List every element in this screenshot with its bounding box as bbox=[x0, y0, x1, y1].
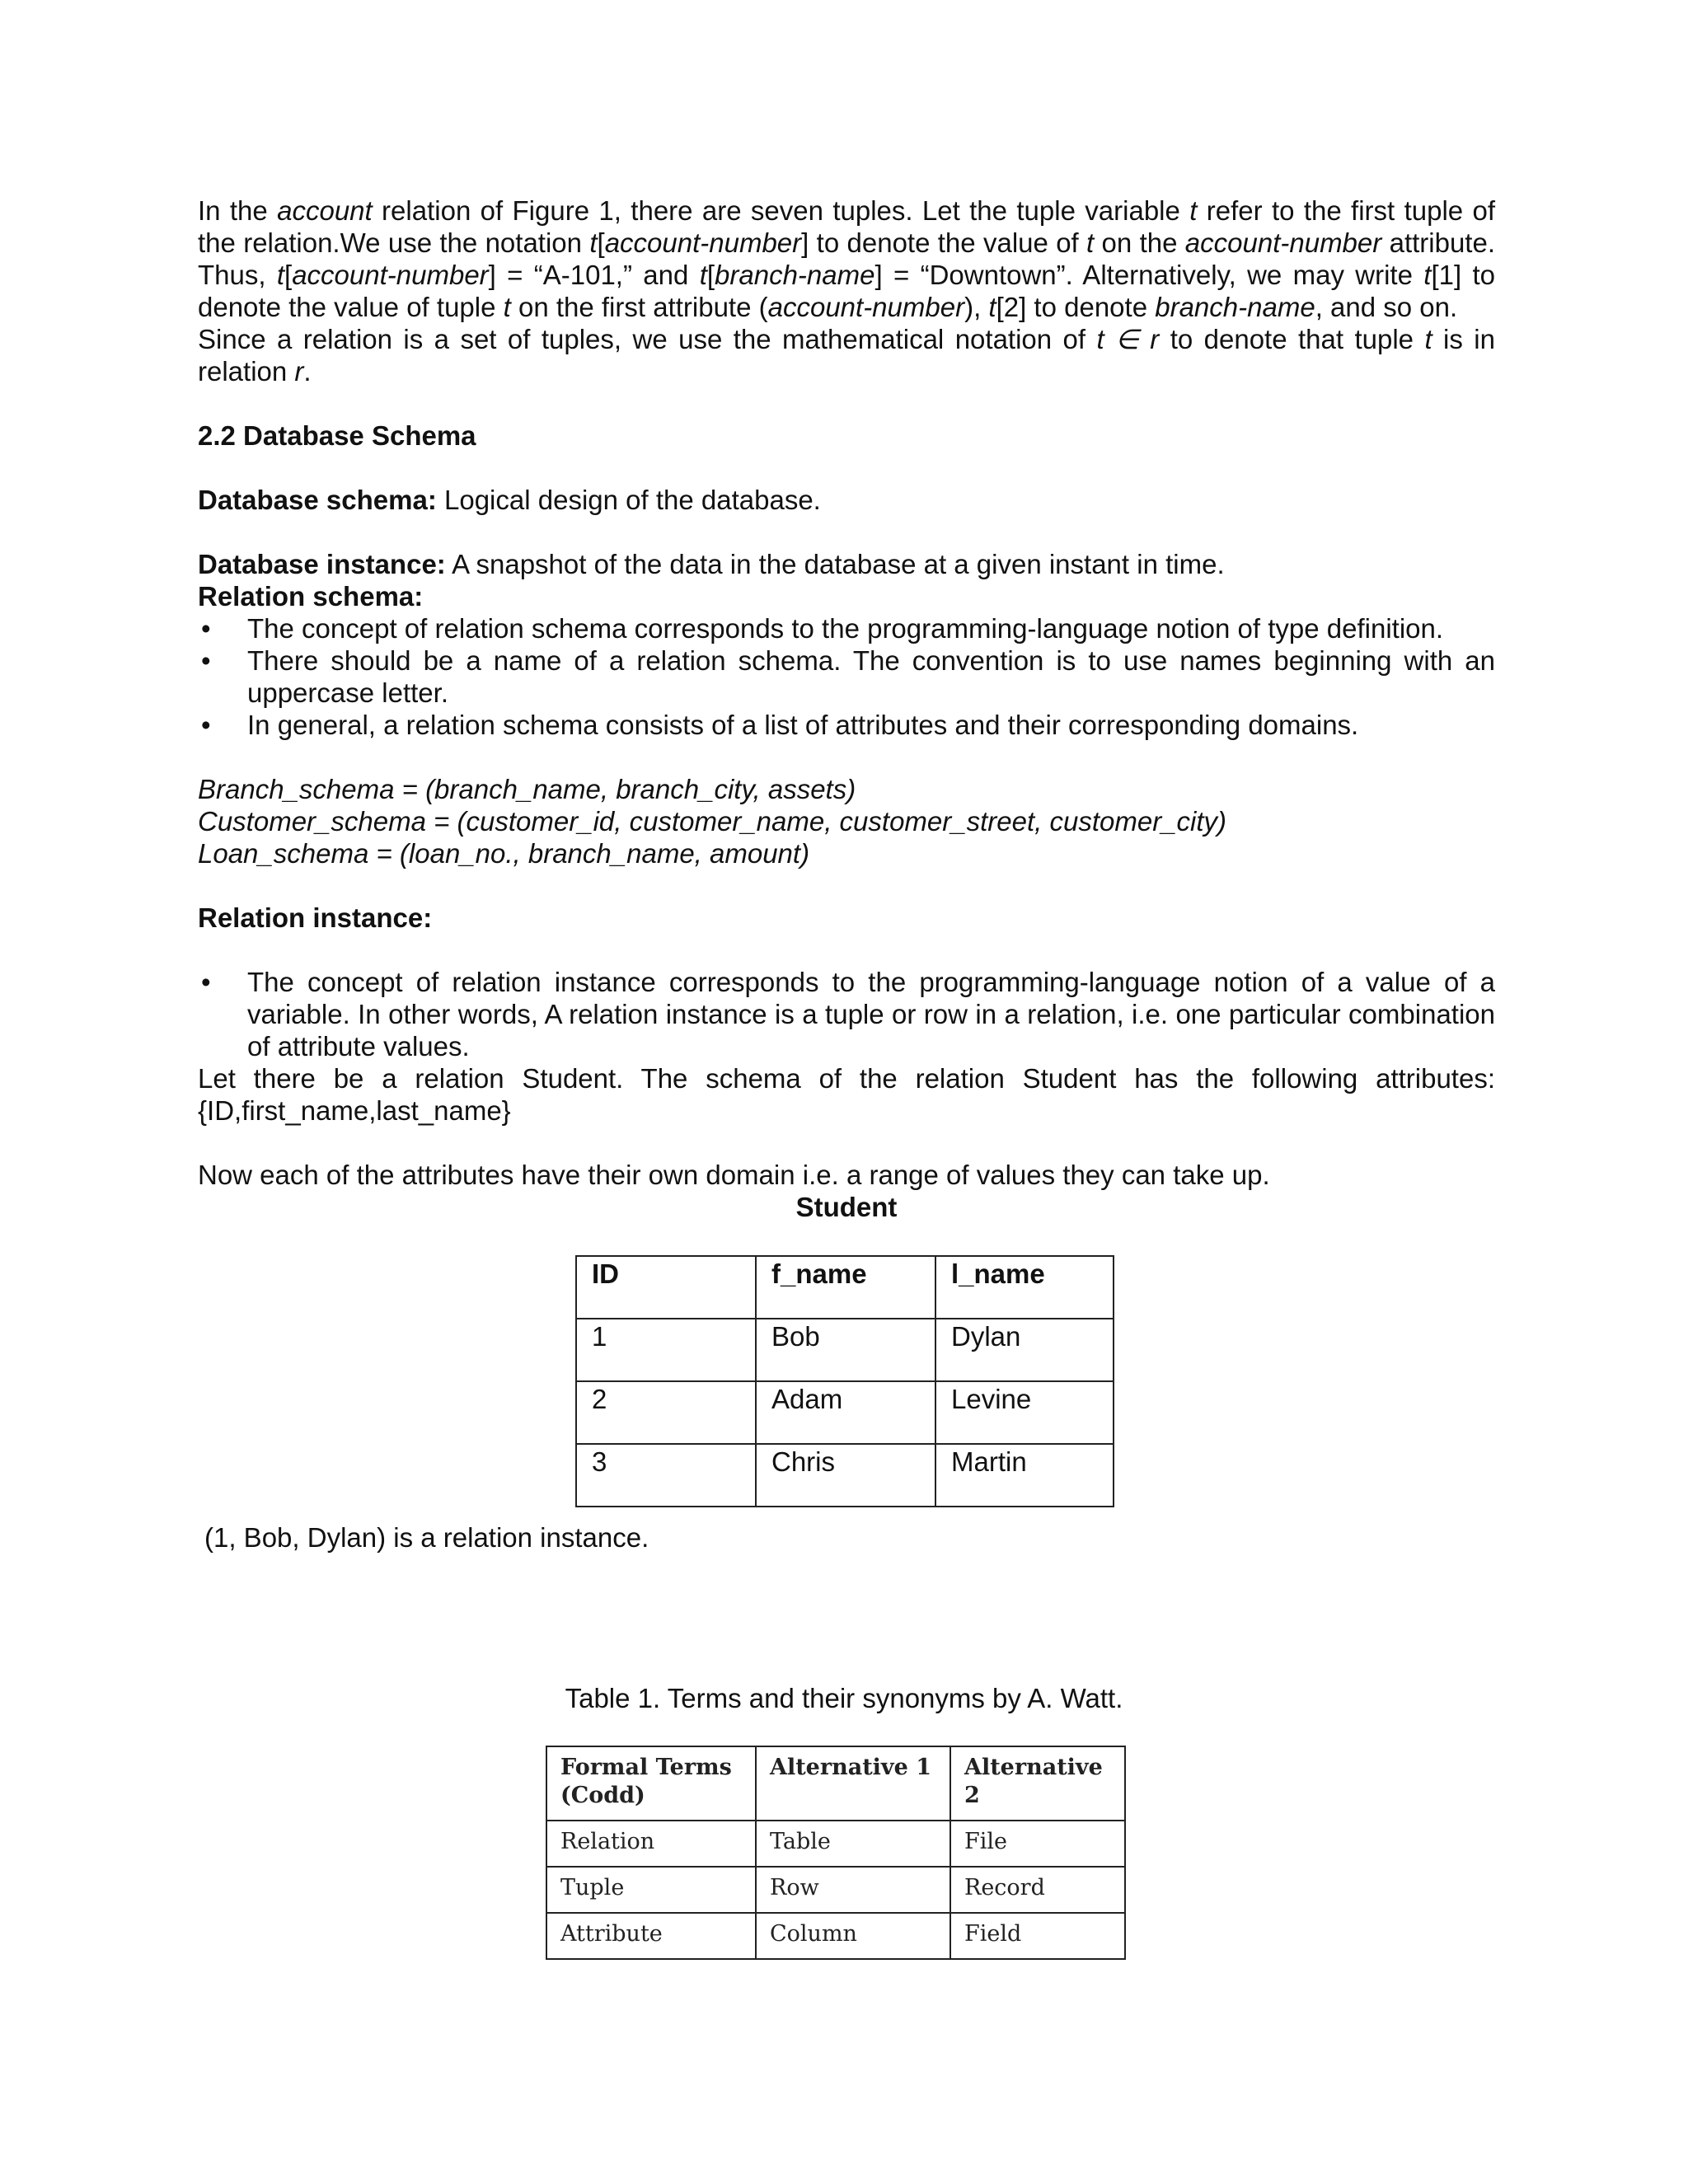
bullet-icon: • bbox=[201, 710, 211, 740]
loan-schema-line: Loan_schema = (loan_no., branch_name, amount) bbox=[198, 838, 810, 869]
header-cell-id: ID bbox=[576, 1256, 756, 1319]
table-cell: Record bbox=[950, 1867, 1125, 1913]
table-row bbox=[546, 1913, 1125, 1959]
db-instance-definition: Database instance: A snapshot of the data in the database at a given instant in time. bbox=[198, 549, 1225, 579]
list-item: • The concept of relation instance corresponds to the programming-language notion of a value of a variable. In other words, A relation instance is a tuple or row in a relation, i.e. one particular combination of attribute values. bbox=[201, 967, 1495, 1062]
bullet-icon: • bbox=[201, 613, 211, 644]
terms-table-caption: Table 1. Terms and their synonyms by A. Watt. bbox=[565, 1683, 1123, 1713]
table-row bbox=[576, 1381, 1114, 1444]
table-cell: Row bbox=[756, 1867, 950, 1913]
terms-table bbox=[546, 1746, 1126, 1960]
table-cell: Adam bbox=[756, 1381, 935, 1444]
table-cell: Levine bbox=[935, 1381, 1114, 1444]
domain-paragraph: Now each of the attributes have their own domain i.e. a range of values they can take up. bbox=[198, 1160, 1270, 1190]
bullet-icon: • bbox=[201, 645, 211, 676]
table-row bbox=[546, 1867, 1125, 1913]
header-cell-alternative-1: Alternative 1 bbox=[756, 1746, 950, 1821]
student-table bbox=[575, 1255, 1114, 1507]
customer-schema-line: Customer_schema = (customer_id, customer_name, customer_street, customer_city) bbox=[198, 806, 1227, 837]
table-cell: Chris bbox=[756, 1444, 935, 1507]
table-row bbox=[576, 1444, 1114, 1507]
header-cell-alternative-2: Alternative 2 bbox=[950, 1746, 1125, 1821]
table-cell: Dylan bbox=[935, 1319, 1114, 1381]
table-cell: Field bbox=[950, 1913, 1125, 1959]
header-cell-fname: f_name bbox=[756, 1256, 935, 1319]
header-cell-lname: l_name bbox=[935, 1256, 1114, 1319]
section-heading: 2.2 Database Schema bbox=[198, 420, 476, 451]
table-cell: 3 bbox=[576, 1444, 756, 1507]
relation-schema-bullets bbox=[198, 612, 1495, 741]
relation-instance-label: Relation instance: bbox=[198, 902, 433, 933]
student-relation-paragraph: Let there be a relation Student. The schema of the relation Student has the following attributes: {ID,first_name,last_name} bbox=[198, 1063, 1495, 1126]
relation-instance-note: (1, Bob, Dylan) is a relation instance. bbox=[204, 1522, 649, 1553]
document-body bbox=[198, 194, 1495, 1223]
db-instance-label: Database instance: bbox=[198, 549, 446, 579]
table-cell: Column bbox=[756, 1913, 950, 1959]
db-schema-definition: Database schema: Logical design of the database. bbox=[198, 485, 821, 515]
intro-paragraph: In the account relation of Figure 1, there are seven tuples. Let the tuple variable t refer to the first tuple of the relation.We use the notation t[account-number] to denote the value of t on the account-number attribute. Thus, t[account-number] = “A-101,” and t[branch-name] = “Downtown”. Alternatively, we may write t[1] to denote the value of tuple t on the first attribute (account-number), t[2] to denote branch-name, and so on. bbox=[198, 195, 1496, 322]
list-item: • The concept of relation schema corresponds to the programming-language notion of type definition. bbox=[201, 613, 1444, 644]
table-row bbox=[546, 1821, 1125, 1867]
header-cell-formal-terms: Formal Terms (Codd) bbox=[546, 1746, 756, 1821]
db-schema-label: Database schema: bbox=[198, 485, 437, 515]
list-item: • In general, a relation schema consists of a list of attributes and their corresponding domains. bbox=[201, 710, 1359, 740]
table-header-row bbox=[576, 1256, 1114, 1319]
student-table-title: Student bbox=[795, 1192, 898, 1222]
table-cell: File bbox=[950, 1821, 1125, 1867]
table-cell: Martin bbox=[935, 1444, 1114, 1507]
table-row bbox=[576, 1319, 1114, 1381]
schema-definitions bbox=[198, 773, 1495, 869]
table-cell: 1 bbox=[576, 1319, 756, 1381]
table-cell: Tuple bbox=[546, 1867, 756, 1913]
table-cell: Relation bbox=[546, 1821, 756, 1867]
table-header-row bbox=[546, 1746, 1125, 1821]
table-cell: 2 bbox=[576, 1381, 756, 1444]
table-cell: Table bbox=[756, 1821, 950, 1867]
bullet-icon: • bbox=[201, 967, 211, 997]
relation-schema-label: Relation schema: bbox=[198, 581, 424, 612]
table-cell: Attribute bbox=[546, 1913, 756, 1959]
list-item: • There should be a name of a relation schema. The convention is to use names beginning with an uppercase letter. bbox=[201, 645, 1495, 708]
tuple-notation-paragraph: Since a relation is a set of tuples, we use the mathematical notation of t ∈ r to denote that tuple t is in relation r. bbox=[198, 324, 1495, 387]
table-cell: Bob bbox=[756, 1319, 935, 1381]
relation-instance-bullets bbox=[198, 966, 1495, 1062]
branch-schema-line: Branch_schema = (branch_name, branch_city, assets) bbox=[198, 774, 856, 804]
